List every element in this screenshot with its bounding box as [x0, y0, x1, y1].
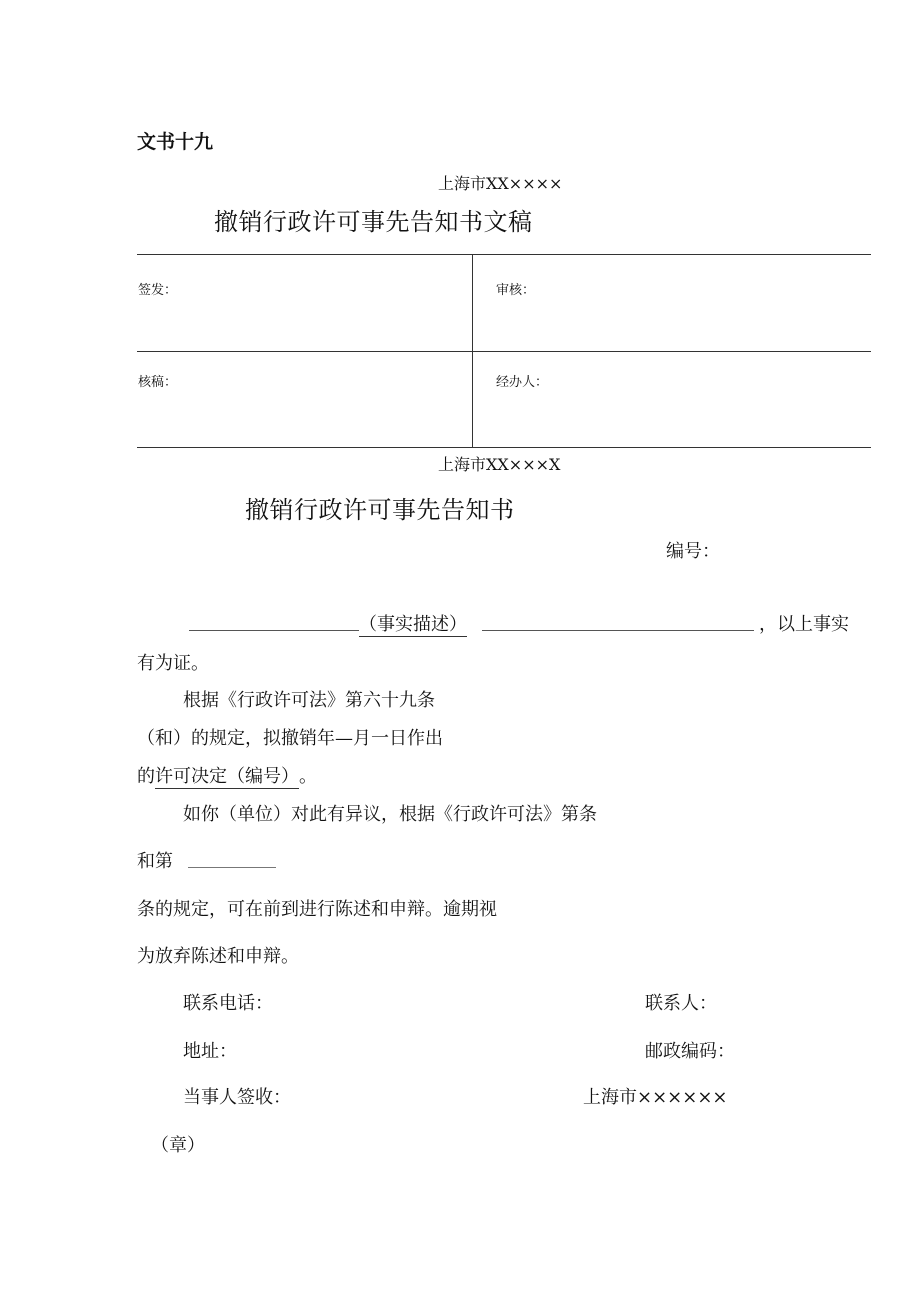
objection-line1: 如你（单位）对此有异议，根据《行政许可法》第条 — [183, 804, 597, 825]
notice-agency: 上海市XX×××X — [438, 455, 561, 474]
phone-label: 联系电话： — [183, 993, 273, 1014]
basis-line3-suffix: 。 — [299, 766, 317, 787]
article-blank — [188, 867, 276, 868]
handler-label: 经办人： — [496, 375, 549, 390]
party-sign-label: 当事人签收： — [183, 1087, 291, 1108]
facts-placeholder: （事实描述） — [359, 610, 467, 637]
basis-line3 — [137, 762, 317, 789]
facts-line2: 有为证。 — [137, 653, 209, 674]
basis-line2: （和）的规定，拟撤销年—月一日作出 — [137, 728, 443, 749]
review-label: 审核： — [496, 283, 536, 298]
draft-title: 撤销行政许可事先告知书文稿 — [214, 208, 533, 236]
issuer: 上海市×××××× — [583, 1087, 728, 1108]
postcode-label: 邮政编码： — [645, 1041, 735, 1062]
objection-line3: 条的规定，可在前到进行陈述和申辩。逾期视 — [137, 899, 497, 920]
document-label: 文书十九 — [137, 131, 214, 153]
basis-line3-prefix: 的 — [137, 766, 155, 787]
seal-label: （章） — [151, 1135, 205, 1156]
address-label: 地址： — [183, 1041, 237, 1062]
objection-line4: 为放弃陈述和申辩。 — [137, 946, 299, 967]
draft-agency: 上海市XX×××× — [438, 174, 563, 193]
notice-title: 撤销行政许可事先告知书 — [245, 496, 515, 524]
license-decision: 许可决定（编号） — [155, 762, 299, 789]
number-label: 编号： — [666, 541, 720, 562]
basis-line1: 根据《行政许可法》第六十九条 — [183, 690, 435, 711]
sign-label: 签发： — [138, 283, 178, 298]
facts-suffix: ，以上事实 — [759, 614, 849, 635]
check-label: 核稿： — [138, 375, 178, 390]
objection-line2: 和第 — [137, 851, 173, 872]
contact-label: 联系人： — [645, 993, 717, 1014]
